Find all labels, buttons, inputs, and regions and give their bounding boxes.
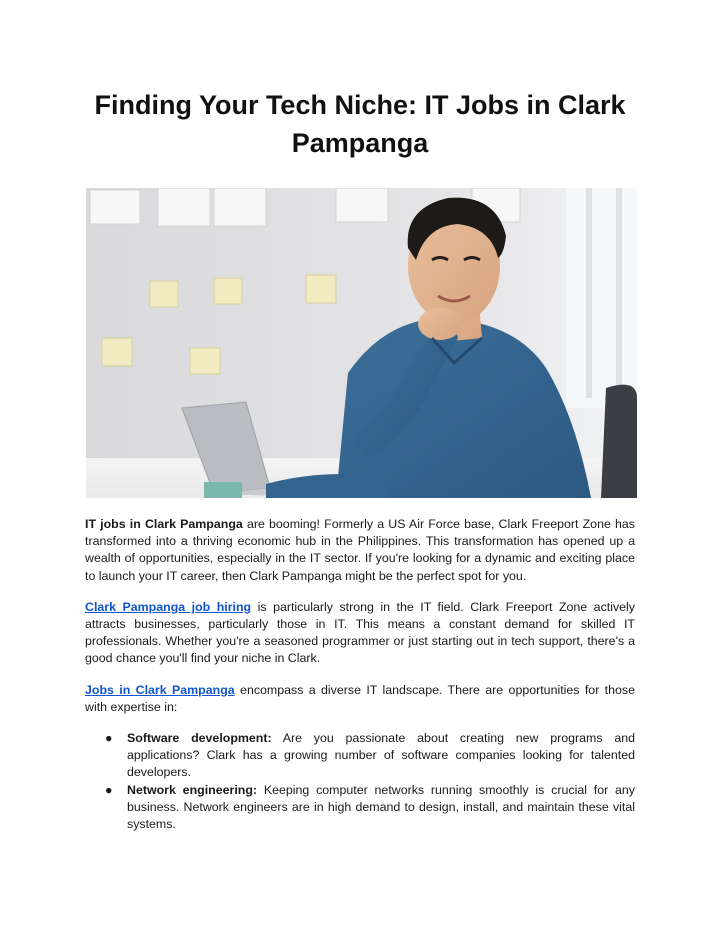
- list-item-text: Keeping computer networks running smoothly is crucial for any business. Network engineers are in high demand to design, install, and maintain these vital systems.: [127, 782, 635, 832]
- list-item-heading: Network engineering:: [127, 782, 258, 797]
- page-title: Finding Your Tech Niche: IT Jobs in Clark Pampanga: [94, 90, 626, 158]
- jobs-in-clark-pampanga-link[interactable]: Jobs in Clark Pampanga: [85, 682, 235, 697]
- article-body: [85, 516, 635, 833]
- bullet-icon: ●: [105, 731, 113, 746]
- paragraph-intro: [85, 516, 635, 585]
- paragraph-text: encompass a diverse IT landscape. There are opportunities for those with expertise in:: [85, 682, 635, 714]
- paragraph-hiring: [85, 599, 635, 668]
- paragraph-text: is particularly strong in the IT field. Clark Freeport Zone actively attracts businesses, particularly those in IT. This means a constant demand for skilled IT professionals. Whether you're a seasoned programmer or just starting out in tech support, there's a good chance you'll find your niche in Clark.: [85, 599, 635, 666]
- paragraph-jobs: [85, 682, 635, 716]
- hero-photo: [86, 188, 637, 498]
- bullet-icon: ●: [105, 782, 113, 797]
- expertise-list: [85, 730, 635, 833]
- clark-pampanga-job-hiring-link[interactable]: Clark Pampanga job hiring: [85, 599, 252, 614]
- paragraph-text: are booming! Formerly a US Air Force base, Clark Freeport Zone has transformed into a thriving economic hub in the Philippines. This transformation has opened up a wealth of opportunities, especially in the IT sector. If you're looking for a dynamic and exciting place to launch your IT career, then Clark Pampanga might be the perfect spot for you.: [85, 517, 635, 583]
- list-item-heading: Software development:: [127, 731, 272, 746]
- hero-photo-illustration: [86, 188, 637, 498]
- keyword-bold: IT jobs in Clark Pampanga: [85, 517, 243, 531]
- list-item: [85, 782, 635, 834]
- list-item: [85, 730, 635, 782]
- list-item-text: Are you passionate about creating new programs and applications? Clark has a growing number of software companies looking for talented developers.: [127, 731, 635, 780]
